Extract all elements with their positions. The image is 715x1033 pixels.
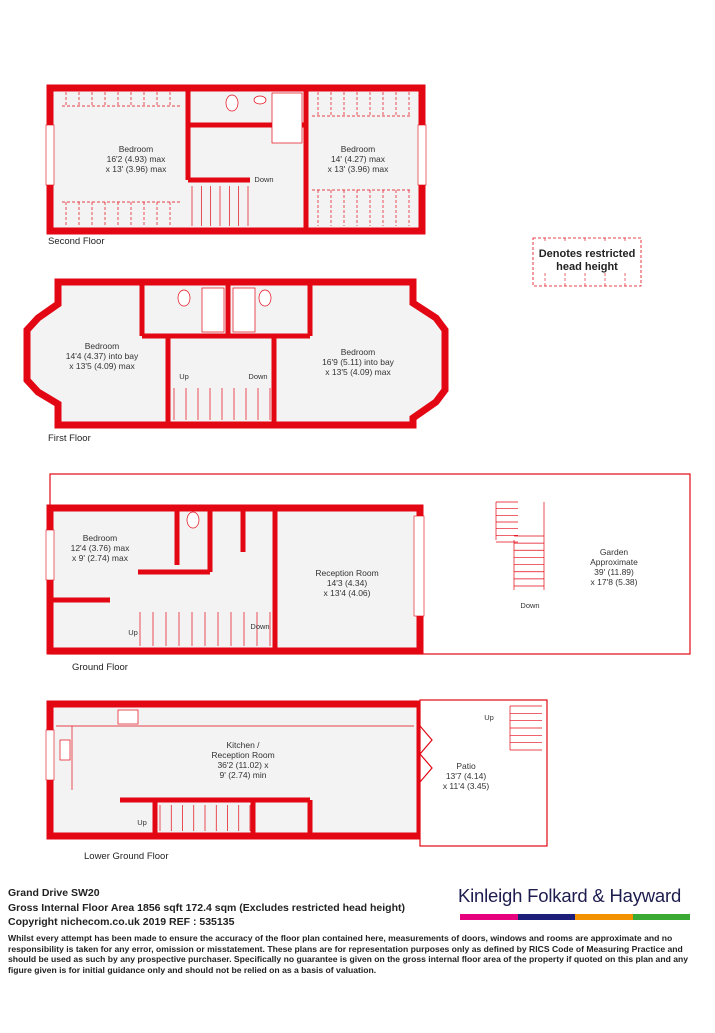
first-floor-bedroom-right-name: Bedroom bbox=[340, 347, 376, 357]
brand-bar-segment bbox=[518, 914, 576, 920]
garden-down-label: Down bbox=[520, 601, 540, 610]
first-floor-toilet bbox=[178, 290, 190, 306]
garden-size2: x 17'8 (5.38) bbox=[590, 577, 638, 587]
ground-floor-reception-size2: x 13'4 (4.06) bbox=[323, 588, 371, 598]
second-floor-window-left bbox=[46, 125, 54, 185]
kitchen-name: Kitchen / bbox=[226, 740, 260, 750]
first-floor-bedroom-right-size: 16'9 (5.11) into bay bbox=[322, 357, 394, 367]
first-floor-bedroom-left-size: 14'4 (4.37) into bay bbox=[65, 351, 139, 361]
ground-floor-label: Ground Floor bbox=[72, 662, 128, 673]
garden-approximate: Approximate bbox=[590, 557, 638, 567]
ground-floor-bedroom-window bbox=[46, 530, 54, 580]
lower-ground-window bbox=[46, 730, 54, 780]
kitchen-size: 36'2 (11.02) x bbox=[217, 760, 269, 770]
lower-ground-sink bbox=[60, 740, 70, 760]
patio-up-label: Up bbox=[484, 713, 494, 722]
disclaimer-text: Whilst every attempt has been made to ensure the accuracy of the floor plan contained here, measurements of doors, windows and rooms are approximate and no responsibility is taken for any error, omission or misstatement. These plans are for representation purposes only as defined by RICS Code of Measuring Practice and should be used as such by any prospective purchaser. Specifically no guarantee is given on the gross internal floor area of the property if quoted on this plan and any figure given is for initial guidance only and should not be relied on as a basis of valuation. bbox=[8, 933, 689, 975]
lower-ground-up-label: Up bbox=[137, 818, 147, 827]
agent-brand-name: Kinleigh Folkard & Hayward bbox=[458, 885, 682, 906]
garden-name: Garden bbox=[599, 547, 629, 557]
ground-floor-bedroom-size: 12'4 (3.76) max bbox=[70, 543, 130, 553]
garden-size: 39' (11.89) bbox=[594, 567, 634, 577]
second-floor-bedroom-right-size: 14' (4.27) max bbox=[330, 154, 386, 164]
second-floor-basin bbox=[254, 96, 266, 104]
second-floor-window-right bbox=[418, 125, 426, 185]
patio-size: 13'7 (4.14) bbox=[445, 771, 487, 781]
first-floor-bath bbox=[202, 288, 224, 332]
first-floor-bedroom-left-size2: x 13'5 (4.09) max bbox=[69, 361, 135, 371]
copyright-reference: Copyright nichecom.co.uk 2019 REF : 535135 bbox=[8, 916, 235, 928]
second-floor-down-label: Down bbox=[254, 175, 274, 184]
floor-plan-walls bbox=[27, 88, 690, 846]
brand-bar-segment bbox=[460, 914, 518, 920]
second-floor-bedroom-left-size2: x 13' (3.96) max bbox=[105, 164, 167, 174]
first-floor-bedroom-right-size2: x 13'5 (4.09) max bbox=[325, 367, 391, 377]
ground-floor-toilet bbox=[187, 512, 199, 528]
lower-ground-floor-label: Lower Ground Floor bbox=[84, 851, 169, 862]
ground-floor-up-label: Up bbox=[128, 628, 138, 637]
second-floor-bath bbox=[272, 93, 302, 143]
first-floor-toilet-2 bbox=[259, 290, 271, 306]
second-floor-label: Second Floor bbox=[48, 236, 105, 247]
first-floor-label: First Floor bbox=[48, 433, 91, 444]
brand-bar-segment bbox=[575, 914, 633, 920]
restricted-head-height-legend bbox=[533, 238, 641, 286]
brand-bar-segment bbox=[633, 914, 691, 920]
patio-size2: x 11'4 (3.45) bbox=[442, 781, 490, 791]
first-floor-shower bbox=[233, 288, 255, 332]
gross-internal-area: Gross Internal Floor Area 1856 sqft 172.4 sqm (Excludes restricted head height) bbox=[8, 902, 405, 914]
ground-floor-bedroom-size2: x 9' (2.74) max bbox=[72, 553, 128, 563]
kitchen-size2: 9' (2.74) min bbox=[219, 770, 267, 780]
patio-name: Patio bbox=[456, 761, 476, 771]
second-floor-bedroom-right-name: Bedroom bbox=[340, 144, 376, 154]
ground-floor-bedroom-name: Bedroom bbox=[82, 533, 118, 543]
ground-floor-reception-size: 14'3 (4.34) bbox=[326, 578, 368, 588]
second-floor-bedroom-left-size: 16'2 (4.93) max bbox=[106, 154, 166, 164]
lower-ground-hob bbox=[118, 710, 138, 724]
kitchen-name2: Reception Room bbox=[211, 750, 275, 760]
ground-floor-down-label: Down bbox=[250, 622, 270, 631]
first-floor-down-label: Down bbox=[248, 372, 268, 381]
second-floor-toilet bbox=[226, 95, 238, 111]
property-address: Grand Drive SW20 bbox=[8, 887, 100, 899]
legend-line-2: head height bbox=[556, 261, 618, 273]
second-floor-bedroom-left-name: Bedroom bbox=[118, 144, 154, 154]
first-floor-up-label: Up bbox=[179, 372, 189, 381]
first-floor-bedroom-left-name: Bedroom bbox=[84, 341, 120, 351]
legend-line-1: Denotes restricted bbox=[538, 248, 636, 260]
second-floor-bedroom-right-size2: x 13' (3.96) max bbox=[327, 164, 389, 174]
ground-floor-reception-name: Reception Room bbox=[315, 568, 379, 578]
ground-floor-rear-doors bbox=[414, 516, 424, 616]
agent-brand-color-bar bbox=[460, 914, 690, 920]
